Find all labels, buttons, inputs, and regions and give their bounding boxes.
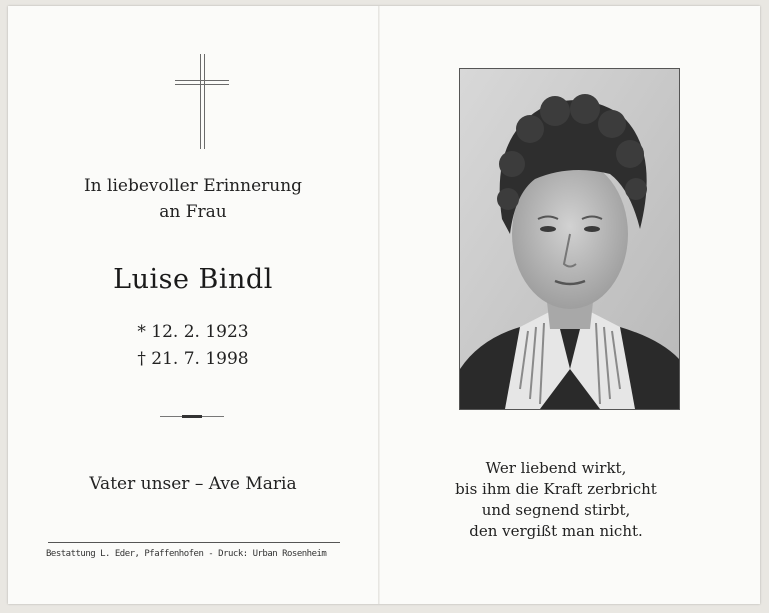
poem-line-3: und segnend stirbt, <box>481 501 631 519</box>
footer-divider <box>48 542 340 543</box>
birth-date: * 12. 2. 1923 <box>137 322 249 342</box>
right-panel <box>380 6 760 604</box>
poem-line-1: Wer liebend wirkt, <box>485 459 627 477</box>
intro-line-2: an Frau <box>159 202 227 222</box>
intro-line-1: In liebevoller Erinnerung <box>83 176 303 196</box>
poem-line-4: den vergißt man nicht. <box>469 522 643 540</box>
cross-icon <box>173 54 233 154</box>
prayer-line: Vater unser – Ave Maria <box>89 474 297 494</box>
deceased-name: Luise Bindl <box>113 264 273 295</box>
left-panel <box>8 6 378 604</box>
footer-credit: Bestattung L. Eder, Pfaffenhofen - Druck: Urban Rosenheim <box>46 549 327 559</box>
poem-line-2: bis ihm die Kraft zerbricht <box>455 480 657 498</box>
death-date: † 21. 7. 1998 <box>137 349 249 369</box>
portrait-photo <box>459 68 680 410</box>
memorial-poem <box>380 458 732 542</box>
ornament-divider <box>160 414 224 419</box>
